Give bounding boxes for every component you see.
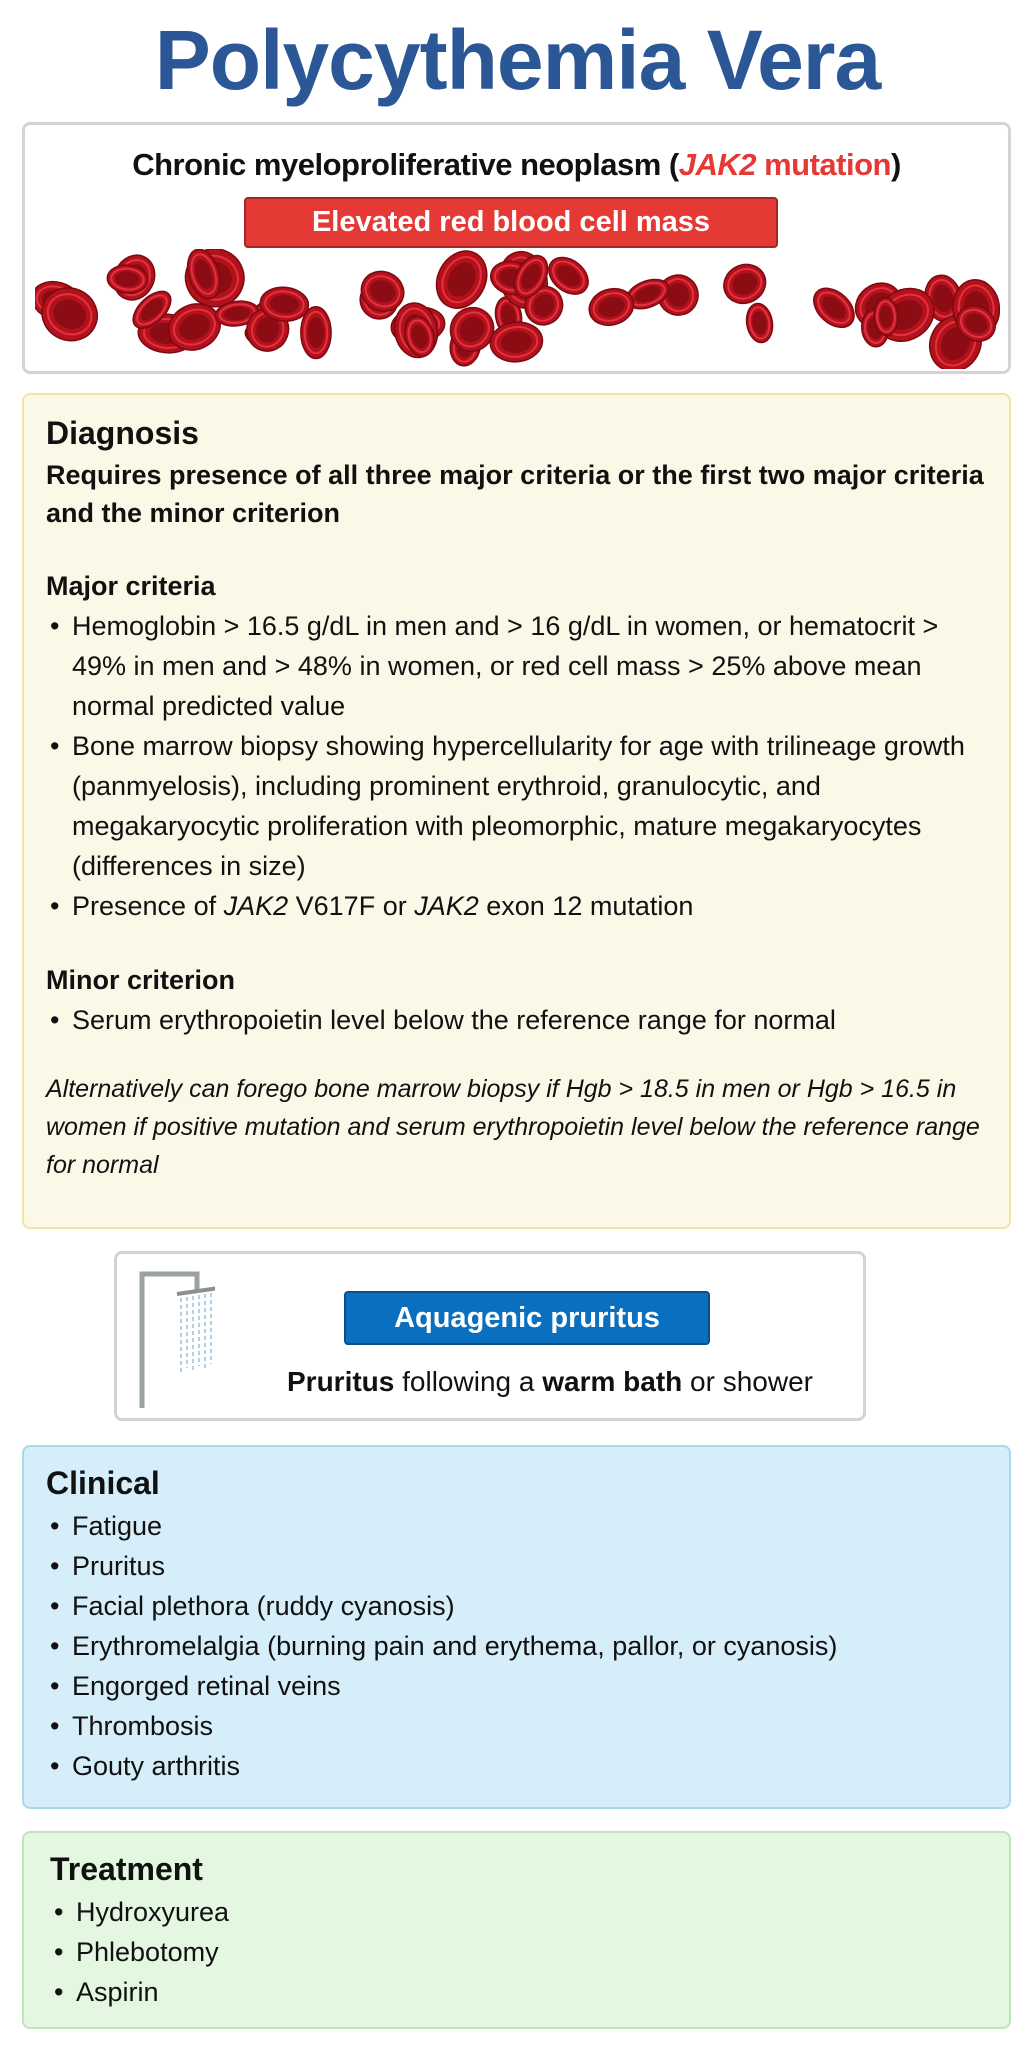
pruritus-description <box>117 1366 863 1398</box>
diagnosis-box <box>22 393 1011 1229</box>
text: V617F or <box>288 891 415 921</box>
list-item: • Gouty arthritis <box>46 1746 989 1786</box>
red-blood-cell <box>806 281 861 335</box>
class-text: Chronic myeloproliferative neoplasm ( <box>132 147 679 182</box>
clinical-list <box>46 1506 989 1786</box>
gene-name: JAK2 <box>223 891 289 921</box>
text: or shower <box>682 1366 813 1397</box>
minor-criterion-list <box>46 1000 989 1040</box>
treatment-list <box>50 1892 989 2012</box>
list-item: • Serum erythropoietin level below the reference range for normal <box>46 1000 989 1040</box>
list-item: • Bone marrow biopsy showing hypercellularity for age with trilineage growth (panmyelosis), including prominent erythroid, granulocytic, and megakaryocytic proliferation with pleomorphic, mature megakaryocytes (differences in size) <box>46 726 989 886</box>
red-blood-cell <box>717 258 772 311</box>
list-item: • Hydroxyurea <box>50 1892 989 1932</box>
list-item: • Aspirin <box>50 1972 989 2012</box>
text: following a <box>394 1366 543 1397</box>
list-item: • Erythromelalgia (burning pain and erythema, pallor, or cyanosis) <box>46 1626 989 1666</box>
text: exon 12 mutation <box>478 891 694 921</box>
list-item: • Engorged retinal veins <box>46 1666 989 1706</box>
red-blood-cell <box>488 320 544 365</box>
list-item: • Pruritus <box>46 1546 989 1586</box>
treatment-box <box>22 1831 1011 2029</box>
gene-name: JAK2 <box>414 891 479 921</box>
red-blood-cell <box>427 249 496 317</box>
diagnosis-requirement: Requires presence of all three major criteria or the first two major criteria and the minor criterion <box>46 460 984 528</box>
diagnosis-heading: Diagnosis <box>46 415 199 451</box>
mutation-text: mutation <box>755 147 891 182</box>
list-item: • Hemoglobin > 16.5 g/dL in men and > 16 g/dL in women, or hematocrit > 49% in men and > 48% in women, or red cell mass > 25% above mean normal predicted value <box>46 606 989 726</box>
treatment-heading: Treatment <box>50 1851 203 1887</box>
clinical-heading: Clinical <box>46 1465 160 1501</box>
list-item: • Phlebotomy <box>50 1932 989 1972</box>
red-blood-cell <box>744 302 775 345</box>
gene-name: JAK2 <box>678 147 756 182</box>
red-blood-cells-illustration <box>35 249 1000 369</box>
list-item <box>46 886 989 926</box>
text: Presence of <box>72 891 224 921</box>
major-criteria-heading: Major criteria <box>46 571 216 601</box>
minor-criterion-heading: Minor criterion <box>46 965 236 995</box>
aquagenic-pruritus-badge: Aquagenic pruritus <box>344 1291 710 1345</box>
diagnosis-note: Alternatively can forego bone marrow biopsy if Hgb > 18.5 in men or Hgb > 16.5 in women if positive mutation and serum erythropoietin level below the reference range for normal <box>46 1075 980 1179</box>
clinical-box <box>22 1445 1011 1809</box>
major-criteria-list <box>46 606 989 926</box>
list-item: • Fatigue <box>46 1506 989 1546</box>
text: warm bath <box>542 1366 683 1397</box>
list-item: • Facial plethora (ruddy cyanosis) <box>46 1586 989 1626</box>
aquagenic-pruritus-box <box>114 1251 866 1421</box>
page-title: Polycythemia Vera <box>154 13 881 107</box>
disease-class <box>25 147 1008 183</box>
text: Pruritus <box>287 1366 395 1397</box>
overview-box <box>22 122 1011 374</box>
elevated-rbc-badge: Elevated red blood cell mass <box>244 197 778 248</box>
paren: ) <box>890 147 901 182</box>
list-item: • Thrombosis <box>46 1706 989 1746</box>
